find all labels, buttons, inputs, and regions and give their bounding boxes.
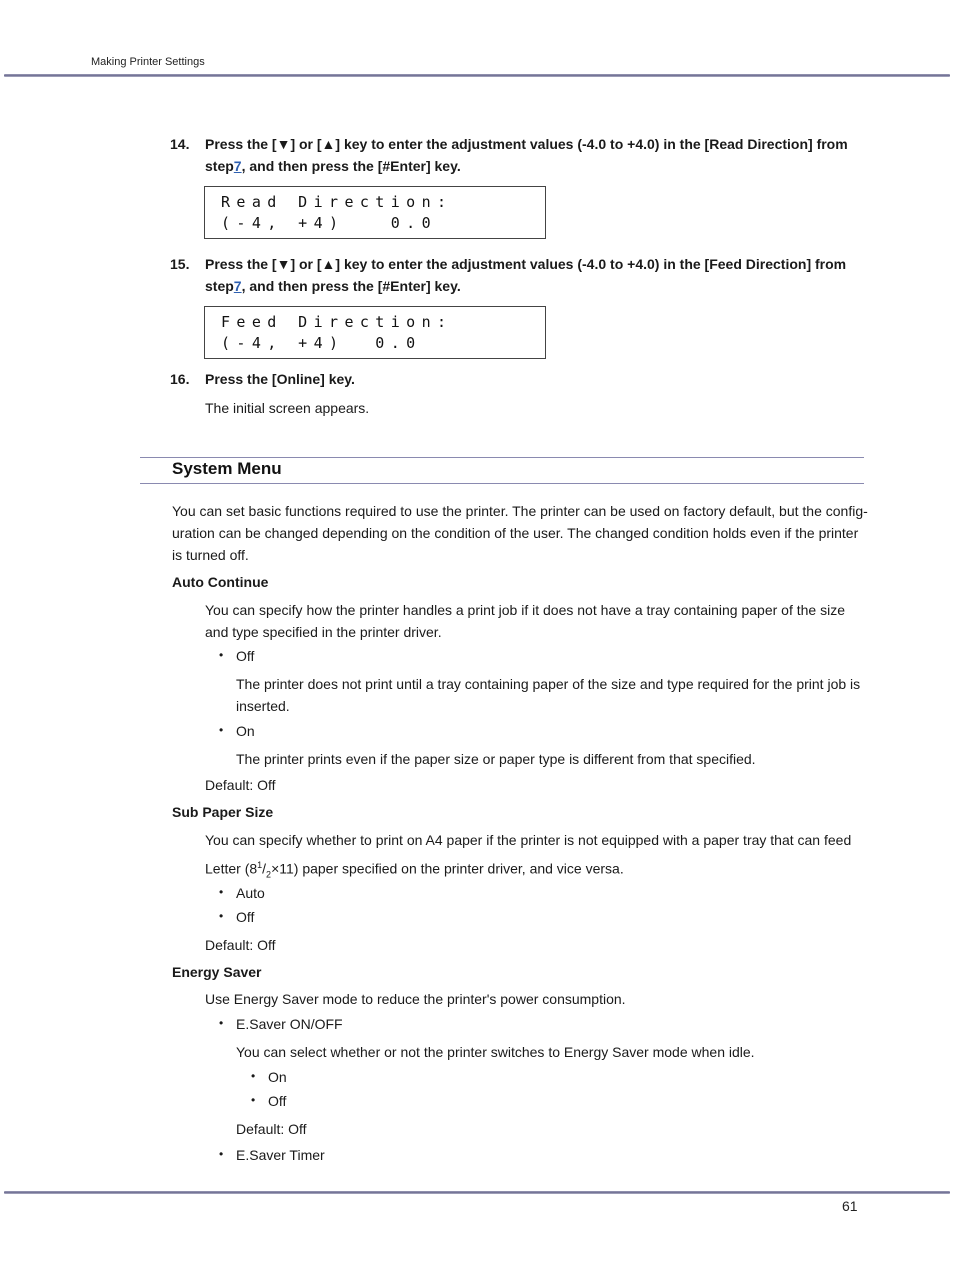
bullet-icon: • xyxy=(219,1147,224,1161)
step-text-post: , and then press the [#Enter] key. xyxy=(241,157,461,174)
option-label: E.Saver Timer xyxy=(236,1147,325,1163)
default-value: Default: Off xyxy=(205,937,276,953)
lcd-line-1: Feed Direction: xyxy=(221,313,453,331)
option-label: Auto xyxy=(236,885,265,901)
bullet-icon: • xyxy=(219,909,224,923)
section-title: System Menu xyxy=(172,459,282,478)
step-text-pre: step xyxy=(205,277,234,294)
sub-paper-size-desc xyxy=(205,829,875,885)
esaver-onoff-desc: You can select whether or not the printer switches to Energy Saver mode when idle. xyxy=(236,1044,755,1060)
default-value: Default: Off xyxy=(236,1121,307,1137)
bullet-icon: • xyxy=(251,1093,256,1107)
section-header-bar xyxy=(140,457,864,484)
step-result: The initial screen appears. xyxy=(205,400,370,416)
fraction-denominator: 2 xyxy=(266,869,272,880)
on-desc: The printer prints even if the paper size or paper type is different from that specified. xyxy=(236,751,756,767)
intro-line: is turned off. xyxy=(172,547,249,563)
step-text-post: , and then press the [#Enter] key. xyxy=(241,277,461,294)
lcd-line-1: Read Direction: xyxy=(221,193,453,211)
lcd-line-2: (-4, +4) 0.0 xyxy=(221,214,438,232)
step-number: 15. xyxy=(170,256,190,272)
lcd-read-direction xyxy=(204,186,546,239)
bullet-icon: • xyxy=(219,648,224,662)
sub-paper-size-heading: Sub Paper Size xyxy=(172,804,274,820)
step-text: Press the [▼] or [▲] key to enter the adjustment values (-4.0 to +4.0) in the [Read Direction] from xyxy=(205,136,848,152)
option-label: Off xyxy=(236,909,255,925)
option-label: On xyxy=(236,723,255,739)
auto-continue-desc xyxy=(205,599,875,643)
lcd-line-2: (-4, +4) 0.0 xyxy=(221,334,422,352)
option-label: On xyxy=(268,1069,287,1085)
off-desc xyxy=(236,673,876,717)
desc-line: You can specify whether to print on A4 paper if the printer is not equipped with a paper tray that can feed xyxy=(205,832,852,848)
fraction-numerator: 1 xyxy=(257,860,263,870)
option-label: Off xyxy=(236,648,255,664)
default-value: Default: Off xyxy=(205,777,276,793)
option-label: E.Saver ON/OFF xyxy=(236,1016,343,1032)
fraction-slash: / xyxy=(262,860,267,877)
bullet-icon: • xyxy=(219,1016,224,1030)
step-number: 14. xyxy=(170,136,190,152)
step-number: 16. xyxy=(170,371,190,387)
footer-rule xyxy=(4,1191,950,1194)
section-intro xyxy=(172,500,872,566)
energy-saver-desc: Use Energy Saver mode to reduce the printer's power consumption. xyxy=(205,991,626,1007)
desc-text: Letter (8 xyxy=(205,860,258,877)
desc-text: ×11) paper specified on the printer driver, and vice versa. xyxy=(271,860,624,877)
lcd-feed-direction xyxy=(204,306,546,359)
bullet-icon: • xyxy=(219,723,224,737)
step-7-link[interactable]: 7 xyxy=(233,157,242,174)
desc-line: The printer does not print until a tray containing paper of the size and type required for the print job is xyxy=(236,676,861,692)
intro-line: uration can be changed depending on the condition of the user. The changed condition holds even if the printer xyxy=(172,525,859,541)
bullet-icon: • xyxy=(251,1069,256,1083)
step-text: Press the [Online] key. xyxy=(205,371,355,387)
running-header: Making Printer Settings xyxy=(91,56,205,68)
step-7-link[interactable]: 7 xyxy=(233,277,242,294)
auto-continue-heading: Auto Continue xyxy=(172,574,269,590)
desc-line: and type specified in the printer driver. xyxy=(205,624,442,640)
header-rule xyxy=(4,74,950,77)
step-text-pre: step xyxy=(205,157,234,174)
energy-saver-heading: Energy Saver xyxy=(172,964,262,980)
option-label: Off xyxy=(268,1093,287,1109)
desc-line: You can specify how the printer handles a print job if it does not have a tray containing paper of the size xyxy=(205,602,845,618)
bullet-icon: • xyxy=(219,885,224,899)
page-number: 61 xyxy=(842,1198,858,1214)
desc-line xyxy=(205,854,875,885)
desc-line: inserted. xyxy=(236,698,290,714)
step-text: Press the [▼] or [▲] key to enter the adjustment values (-4.0 to +4.0) in the [Feed Direction] from xyxy=(205,256,847,272)
intro-line: You can set basic functions required to use the printer. The printer can be used on factory default, but the config- xyxy=(172,503,868,519)
